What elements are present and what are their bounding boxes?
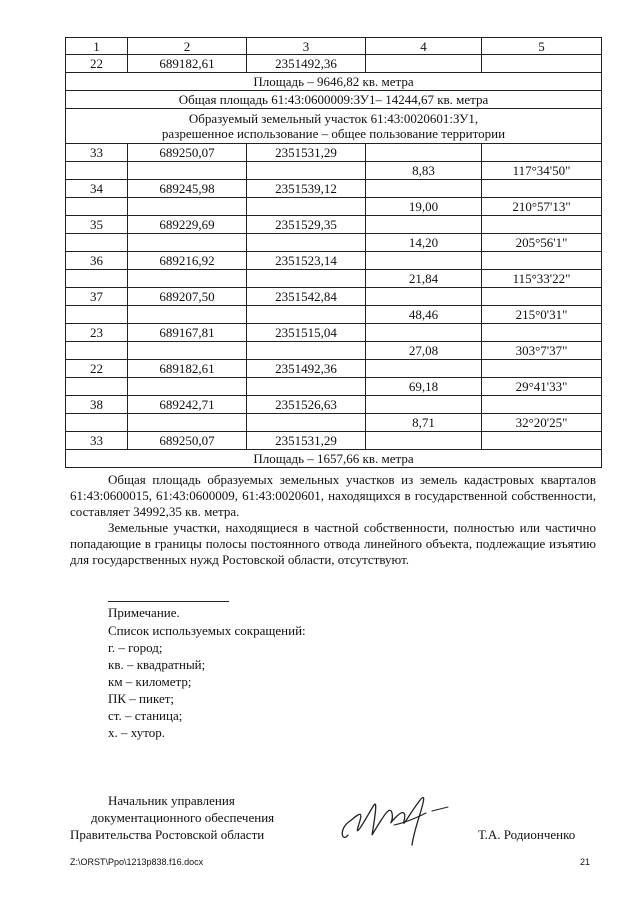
y-coordinate-cell: 2351531,29 (247, 144, 366, 162)
length-cell (366, 55, 482, 73)
abbreviation-item: ПК – пикет; (108, 691, 175, 706)
point-number-cell (66, 198, 128, 216)
x-coordinate-cell: 689250,07 (128, 144, 247, 162)
angle-cell (482, 252, 602, 270)
table-header-row (66, 38, 602, 55)
x-coordinate-cell (128, 234, 247, 252)
header-cell-x: 2 (128, 38, 247, 55)
angle-cell: 29°41'33" (482, 378, 602, 396)
y-coordinate-cell: 2351539,12 (247, 180, 366, 198)
point-number-cell: 33 (66, 144, 128, 162)
area-summary-cell-final: Площадь – 1657,66 кв. метра (66, 450, 602, 468)
table-row (66, 55, 602, 73)
x-coordinate-cell: 689207,50 (128, 288, 247, 306)
y-coordinate-cell (247, 342, 366, 360)
y-coordinate-cell (247, 234, 366, 252)
y-coordinate-cell (247, 162, 366, 180)
abbreviation-item: г. – город; (108, 640, 163, 655)
coordinates-table (65, 37, 602, 468)
angle-cell: 210°57'13" (482, 198, 602, 216)
angle-cell (482, 324, 602, 342)
point-number-cell: 37 (66, 288, 128, 306)
table-row (66, 396, 602, 414)
x-coordinate-cell: 689216,92 (128, 252, 247, 270)
table-row (66, 288, 602, 306)
y-coordinate-cell: 2351492,36 (247, 360, 366, 378)
y-coordinate-cell: 2351542,84 (247, 288, 366, 306)
total-area-cell: Общая площадь 61:43:0600009:ЗУ1– 14244,67 кв. метра (66, 91, 602, 109)
point-number-cell: 23 (66, 324, 128, 342)
abbreviations-title: Список используемых сокращений: (108, 623, 306, 638)
y-coordinate-cell (247, 306, 366, 324)
table-row (66, 432, 602, 450)
x-coordinate-cell (128, 270, 247, 288)
table-row (66, 342, 602, 360)
table-row (66, 414, 602, 432)
x-coordinate-cell: 689182,61 (128, 360, 247, 378)
point-number-cell (66, 378, 128, 396)
length-cell (366, 216, 482, 234)
angle-cell: 117°34'50" (482, 162, 602, 180)
plot-heading-line1: Образуемый земельный участок 61:43:0020601:ЗУ1, (188, 111, 479, 126)
angle-cell: 205°56'1" (482, 234, 602, 252)
table-row (66, 324, 602, 342)
length-cell: 69,18 (366, 378, 482, 396)
note-separator-line (108, 601, 229, 602)
angle-cell: 303°7'37" (482, 342, 602, 360)
angle-cell (482, 396, 602, 414)
x-coordinate-cell (128, 198, 247, 216)
y-coordinate-cell: 2351492,36 (247, 55, 366, 73)
signatory-position-line2: документационного обеспечения (91, 810, 275, 825)
table-row (66, 198, 602, 216)
body-paragraph-total-area: Общая площадь образуемых земельных участков из земель кадастровых кварталов 61:43:0600015, 61:43:0600009, 61:43:0020601, находящихся в государственной собственности, составляет 34992,35 кв. метра. (70, 472, 596, 519)
note-title: Примечание. (108, 605, 180, 620)
length-cell (366, 324, 482, 342)
length-cell: 21,84 (366, 270, 482, 288)
signatory-position-line1: Начальник управления (108, 793, 235, 808)
length-cell: 48,46 (366, 306, 482, 324)
length-cell (366, 360, 482, 378)
y-coordinate-cell: 2351529,35 (247, 216, 366, 234)
angle-cell: 32°20'25" (482, 414, 602, 432)
length-cell: 14,20 (366, 234, 482, 252)
total-area-row (66, 91, 602, 109)
angle-cell: 115°33'22" (482, 270, 602, 288)
point-number-cell (66, 414, 128, 432)
point-number-cell: 34 (66, 180, 128, 198)
table-row (66, 270, 602, 288)
angle-cell (482, 144, 602, 162)
point-number-cell: 35 (66, 216, 128, 234)
footer-file-path: Z:\ORST\Ppo\1213p838.f16.docx (70, 857, 204, 867)
angle-cell (482, 216, 602, 234)
angle-cell (482, 55, 602, 73)
y-coordinate-cell: 2351531,29 (247, 432, 366, 450)
abbreviation-item: кв. – квадратный; (108, 657, 206, 672)
point-number-cell: 22 (66, 360, 128, 378)
plot-heading-line2: разрешенное использование – общее пользование территории (161, 126, 506, 141)
signatory-name: Т.А. Родионченко (478, 827, 576, 842)
point-number-cell (66, 342, 128, 360)
table-row (66, 144, 602, 162)
point-number-cell (66, 234, 128, 252)
signatory-position-line3: Правительства Ростовской области (70, 827, 265, 842)
header-cell-length: 4 (366, 38, 482, 55)
x-coordinate-cell (128, 414, 247, 432)
length-cell (366, 432, 482, 450)
length-cell: 8,83 (366, 162, 482, 180)
header-cell-y: 3 (247, 38, 366, 55)
length-cell (366, 252, 482, 270)
length-cell: 19,00 (366, 198, 482, 216)
header-cell-angle: 5 (482, 38, 602, 55)
page-number: 21 (580, 857, 591, 867)
plot-heading-cell (66, 109, 602, 144)
x-coordinate-cell: 689245,98 (128, 180, 247, 198)
angle-cell (482, 360, 602, 378)
angle-cell (482, 432, 602, 450)
point-number-cell: 38 (66, 396, 128, 414)
x-coordinate-cell (128, 306, 247, 324)
length-cell (366, 144, 482, 162)
body-paragraph-private-plots: Земельные участки, находящиеся в частной собственности, полностью или частично попадающие в границы полосы постоянного отвода линейного объекта, подлежащие изъятию для государственных нужд Ростовской области, отсутствуют. (70, 520, 596, 567)
x-coordinate-cell: 689250,07 (128, 432, 247, 450)
x-coordinate-cell (128, 342, 247, 360)
x-coordinate-cell: 689182,61 (128, 55, 247, 73)
point-number-cell: 33 (66, 432, 128, 450)
handwritten-signature (334, 783, 454, 853)
header-cell-point: 1 (66, 38, 128, 55)
table-row (66, 180, 602, 198)
length-cell: 8,71 (366, 414, 482, 432)
y-coordinate-cell: 2351515,04 (247, 324, 366, 342)
table-row (66, 252, 602, 270)
x-coordinate-cell: 689229,69 (128, 216, 247, 234)
coordinates-table-body (66, 38, 602, 468)
abbreviation-item: ст. – станица; (108, 708, 183, 723)
area-row (66, 73, 602, 91)
table-row (66, 162, 602, 180)
table-row (66, 360, 602, 378)
abbreviation-item: км – километр; (108, 674, 192, 689)
angle-cell (482, 180, 602, 198)
point-number-cell: 22 (66, 55, 128, 73)
point-number-cell (66, 306, 128, 324)
length-cell (366, 396, 482, 414)
table-row (66, 234, 602, 252)
length-cell (366, 288, 482, 306)
y-coordinate-cell: 2351526,63 (247, 396, 366, 414)
x-coordinate-cell (128, 378, 247, 396)
table-row (66, 216, 602, 234)
plot-heading-row (66, 109, 602, 144)
y-coordinate-cell (247, 378, 366, 396)
y-coordinate-cell (247, 414, 366, 432)
table-row (66, 378, 602, 396)
abbreviation-item: х. – хутор. (108, 725, 166, 740)
y-coordinate-cell: 2351523,14 (247, 252, 366, 270)
length-cell (366, 180, 482, 198)
x-coordinate-cell: 689167,81 (128, 324, 247, 342)
area-row-final (66, 450, 602, 468)
table-row (66, 306, 602, 324)
angle-cell: 215°0'31" (482, 306, 602, 324)
x-coordinate-cell (128, 162, 247, 180)
point-number-cell (66, 270, 128, 288)
y-coordinate-cell (247, 198, 366, 216)
angle-cell (482, 288, 602, 306)
area-summary-cell: Площадь – 9646,82 кв. метра (66, 73, 602, 91)
point-number-cell (66, 162, 128, 180)
length-cell: 27,08 (366, 342, 482, 360)
y-coordinate-cell (247, 270, 366, 288)
point-number-cell: 36 (66, 252, 128, 270)
x-coordinate-cell: 689242,71 (128, 396, 247, 414)
